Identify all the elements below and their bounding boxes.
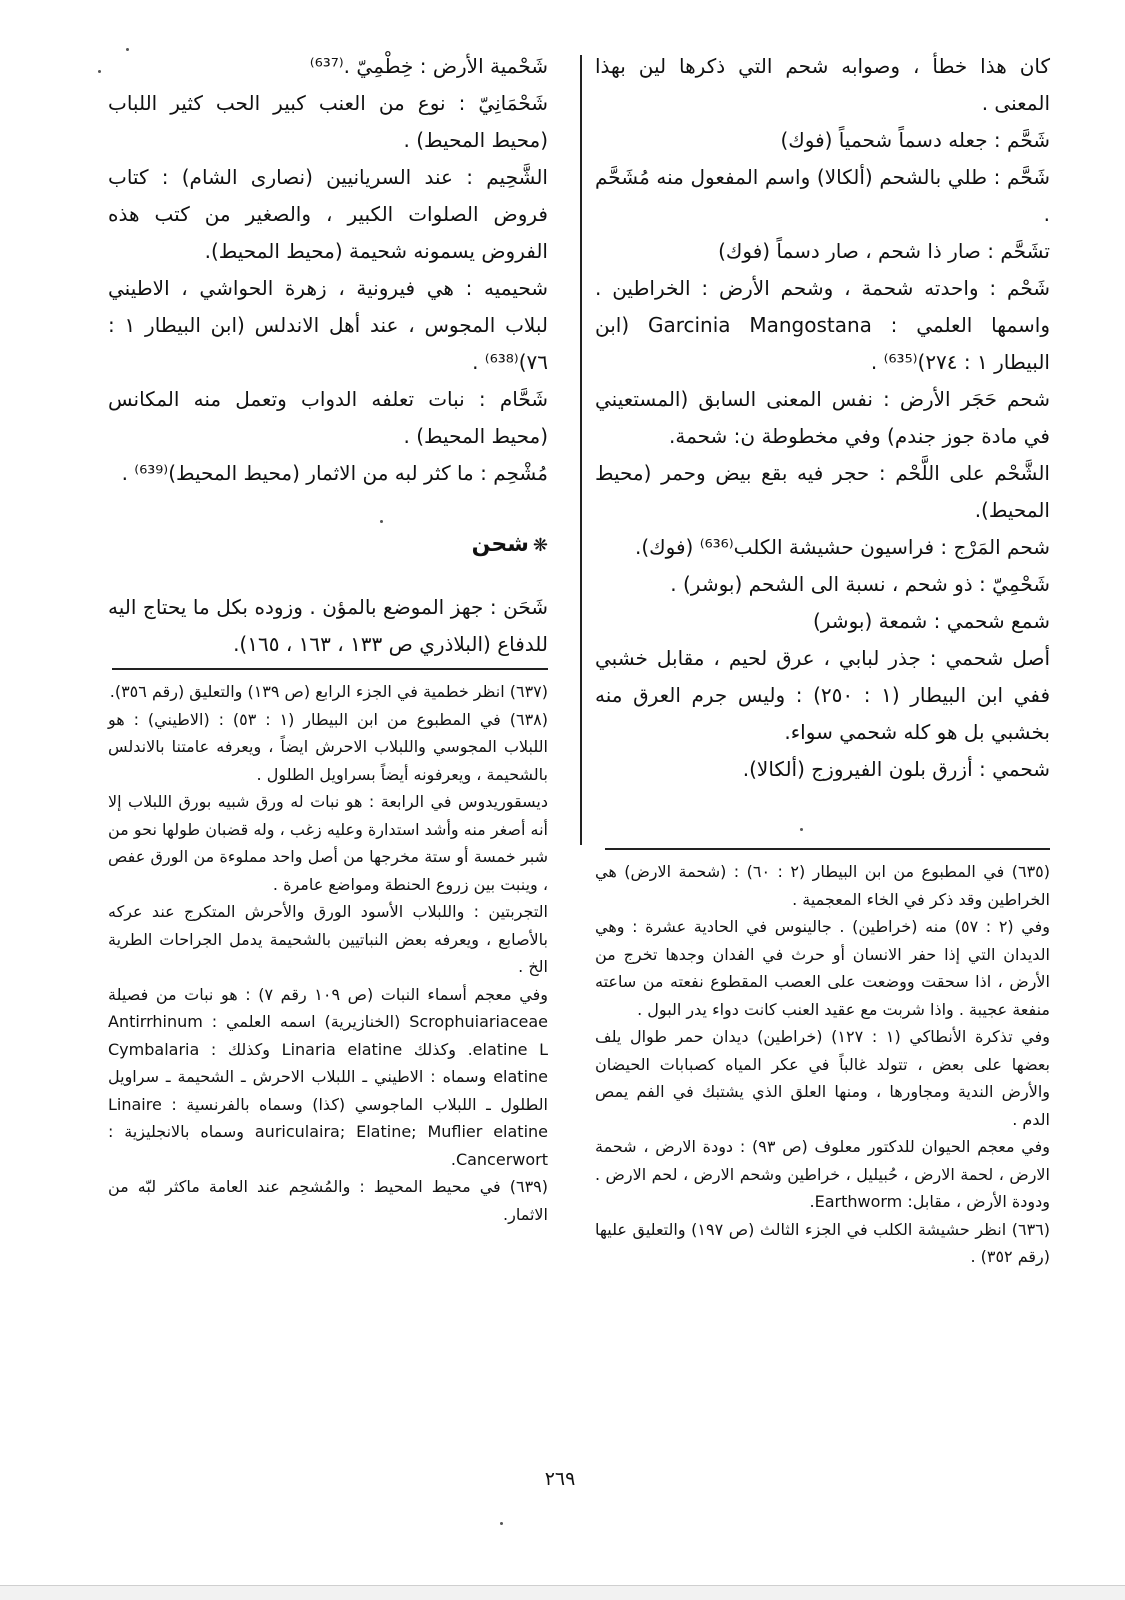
root-heading	[108, 528, 548, 563]
dictionary-entry: تشَحَّم : صار ذا شحم ، صار دسماً (فوك)	[718, 239, 1050, 263]
right-entries	[595, 48, 1050, 788]
scan-speck	[500, 1522, 503, 1525]
dictionary-entry: شَحْمية الأرض : خِطْمِيّ .⁽⁶³⁷⁾	[309, 54, 548, 78]
dictionary-entry: مُشْحِم : ما كثر لبه من الاثمار (محيط المحيط)⁽⁶³⁹⁾ .	[121, 461, 548, 485]
scan-bottom-edge	[0, 1585, 1125, 1600]
footnote: (٦٣٦) انظر حشيشة الكلب في الجزء الثالث (ص ١٩٧) والتعليق عليها (رقم ٣٥٢) .	[595, 1219, 1051, 1266]
dictionary-entry: شَحْمِيّ : ذو شحم ، نسبة الى الشحم (بوشر) .	[670, 572, 1050, 596]
right-footnote-divider	[605, 848, 1050, 850]
footnote: (٦٣٥) في المطبوع من ابن البيطار (٢ : ٦٠) : (شحمة الارض) هي الخراطين وقد ذكر في الخاء المعجمية .	[595, 862, 1051, 909]
scan-speck	[380, 520, 383, 523]
footnote: التجربتين : واللبلاب الأسود الورق والأحرش المتكرج عند عركه بالأصابع ، ويعرفه بعض النباتيين بالشحيمة يدمل الجراحات الطرية الخ .	[108, 902, 548, 976]
left-footnotes	[108, 678, 548, 1228]
scan-speck	[126, 48, 129, 51]
column-divider	[580, 55, 582, 845]
dictionary-entry: شَحْم : واحدته شحمة ، وشحم الأرض : الخراطين . واسمها العلمي : Garcinia Mangostana (ابن البيطار ١ : ٢٧٤)⁽⁶³⁵⁾ .	[595, 276, 1050, 374]
dictionary-entry: الشَّحِيم : عند السريانيين (نصارى الشام) : كتاب فروض الصلوات الكبير ، والصغير من كتب هذه الفروض يسمونه شحيمة (محيط المحيط).	[108, 165, 548, 263]
footnote: وفي معجم أسماء النبات (ص ١٠٩ رقم ٧) : هو نبات من فصيلة Scrophuiariaceae (الخنازيرية) اسمه العلمي : Antirrhinum elatine L. وكذلك Linaria elatine وكذلك : Cymbalaria elatine وسماه : الاطيني ـ اللبلاب الاحرش ـ الشحيمة ـ سراويل الطلول ـ اللبلاب الماجوسي (كذا) وسماه بالفرنسية : Linaire auriculaira; Elatine; Muflier elatine وسماه بالانجليزية : Cancerwort.	[108, 984, 549, 1169]
left-footnote-divider	[112, 668, 548, 670]
scan-speck	[800, 828, 803, 831]
dictionary-entry: شحيميه : هي فيرونية ، زهرة الحواشي ، الاطيني لبلاب المجوس ، عند أهل الاندلس (ابن البيطار ١ : ٧٦)⁽⁶³⁸⁾ .	[108, 276, 548, 374]
dictionary-entry: شَحَّام : نبات تعلفه الدواب وتعمل منه المكانس (محيط المحيط) .	[108, 387, 548, 448]
right-footnotes	[595, 858, 1050, 1271]
page-number: ٢٦٩	[544, 1468, 576, 1490]
root-heading-text: شحن	[471, 532, 529, 557]
dictionary-entry: كان هذا خطأ ، وصوابه شحم التي ذكرها لين بهذا المعنى .	[595, 54, 1050, 115]
dictionary-entry: شحمي : أزرق بلون الفيروزج (ألكالا).	[742, 757, 1050, 781]
dictionary-entry: شَحَن : جهز الموضع بالمؤن . وزوده بكل ما يحتاج اليه للدفاع (البلاذري ص ١٣٣ ، ١٦٣ ، ١٦٥).	[108, 595, 548, 656]
asterisk-icon: ❋	[532, 535, 548, 556]
dictionary-entry: أصل شحمي : جذر لبابي ، عرق لحيم ، مقابل خشبي ففي ابن البيطار (١ : ٢٥٠) : وليس جرم العرق منه بخشبي بل هو كله شحمي سواء.	[595, 646, 1051, 744]
dictionary-entry: شحم المَرْج : فراسيون حشيشة الكلب⁽⁶³⁶⁾ (فوك).	[635, 535, 1050, 559]
footnote: ديسقوريدوس في الرابعة : هو نبات له ورق شبيه بورق اللبلاب إلا أنه أصغر منه وأشد استدارة وعليه زغب ، وله قضبان طولها نحو من شبر خمسة أو ستة مخرجها من أصل واحد مملوءة من الورق عفص ، وينبت بين زروع الحنطة ومواضع عامرة .	[108, 792, 548, 894]
scan-speck	[98, 70, 101, 73]
right-column	[595, 48, 1050, 788]
footnote: وفي (٢ : ٥٧) منه (خراطين) . جالينوس في الحادية عشرة : وهي الديدان التي إذا حفر الانسان أو حرث في الفدان وجدها تخرج من الأرض ، اذا سحقت ووضعت على العصب المقطوع نفعته من ساعته منفعة عجيبة . واذا شربت مع عقيد العنب كانت دواء يدر البول .	[595, 917, 1050, 1019]
dictionary-entry: شَحْمَانِيّ : نوع من العنب كبير الحب كثير اللباب (محيط المحيط) .	[108, 91, 548, 152]
footnote: (٦٣٧) انظر خطمية في الجزء الرابع (ص ١٣٩) والتعليق (رقم ٣٥٦).	[109, 682, 548, 701]
dictionary-entry: الشَّحْم على اللَّحْم : حجر فيه بقع بيض وحمر (محيط المحيط).	[595, 461, 1050, 522]
dictionary-entry: شَحَّم : جعله دسماً شحمياً (فوك)	[780, 128, 1050, 152]
footnote: وفي معجم الحيوان للدكتور معلوف (ص ٩٣) : دودة الارض ، شحمة الارض ، لحمة الارض ، حُبيليل ، خراطين وشحم الارض ، لحم الارض . ودودة الأرض ، مقابل: Earthworm.	[595, 1137, 1050, 1211]
footnote: (٦٣٨) في المطبوع من ابن البيطار (١ : ٥٣) : (الاطيني) : هو اللبلاب المجوسي واللبلاب الاحرش ايضاً ، ويعرفه عامتنا بالاندلس بالشحيمة ، ويعرفونه أيضاً بسراويل الطلول .	[108, 709, 548, 784]
left-column	[108, 48, 548, 663]
footnote: (٦٣٩) في محيط المحيط : والمُشحِم عند العامة ماكثر لبّه من الاثمار.	[108, 1177, 548, 1224]
dictionary-entry: شَحَّم : طلي بالشحم (ألكالا) واسم المفعول منه مُشَحَّم .	[595, 165, 1050, 226]
dictionary-entry: شمع شحمي : شمعة (بوشر)	[812, 609, 1050, 633]
footnote: وفي تذكرة الأنطاكي (١ : ١٢٧) (خراطين) ديدان حمر طوال يلف بعضها على بعض ، تتولد غالباً في عكر المياه كصبابات الحيضان والأرض الندية ومجاورها ، ومنها العلق الذي يشتبك في الفم يمص الدم .	[595, 1027, 1050, 1129]
dictionary-entry: شحم حَجَر الأرض : نفس المعنى السابق (المستعيني في مادة جوز جندم) وفي مخطوطة ن: شحمة.	[595, 387, 1050, 448]
